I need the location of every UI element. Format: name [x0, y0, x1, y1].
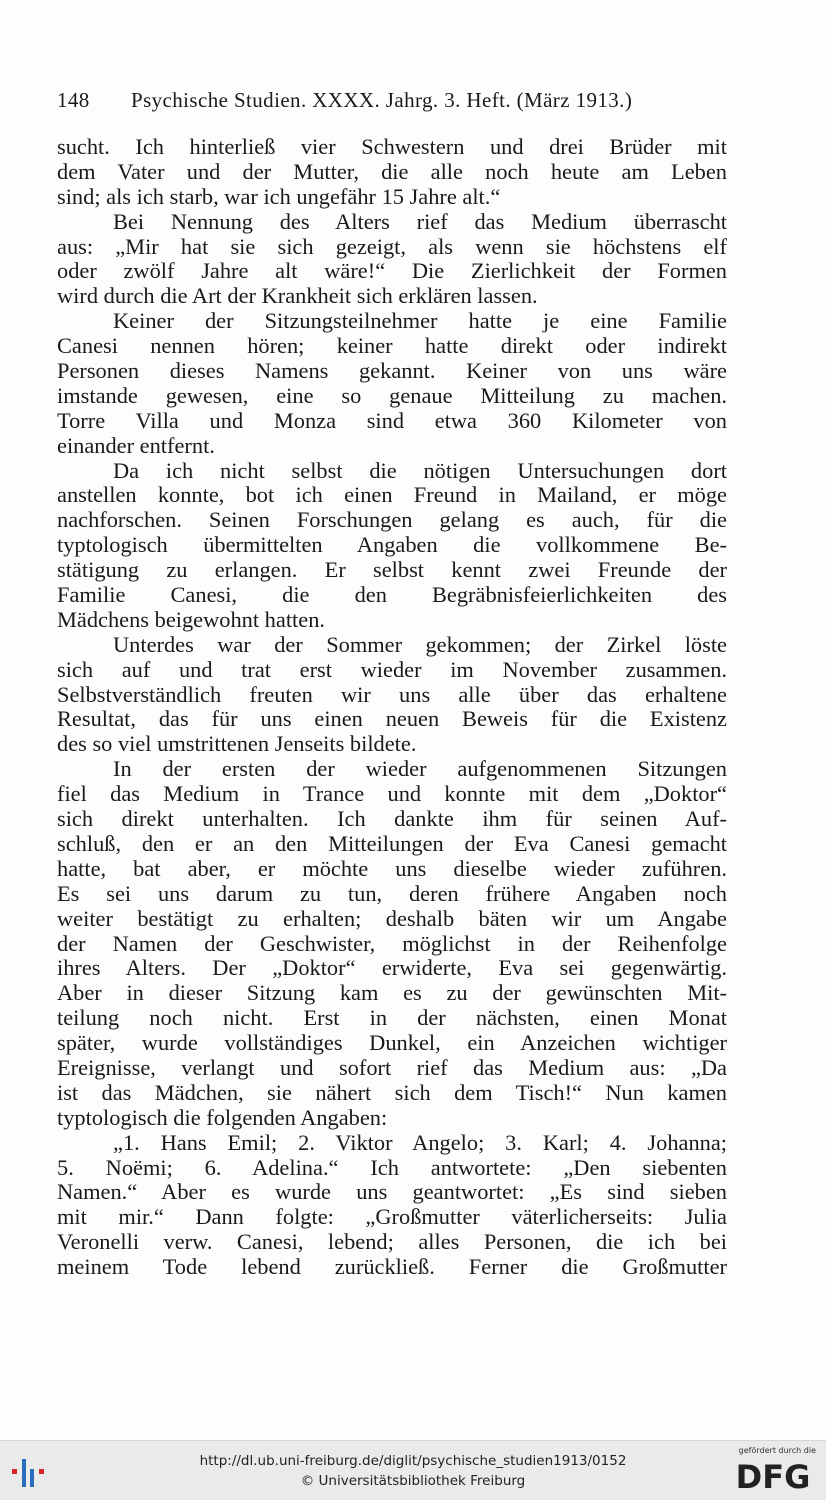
- text-line: Personen dieses Namens gekannt. Keiner von uns wäre: [57, 359, 727, 384]
- text-line: oder zwölf Jahre alt wäre!“ Die Zierlichkeit der Formen: [57, 259, 727, 284]
- text-line: teilung noch nicht. Erst in der nächsten, einen Monat: [57, 1006, 727, 1031]
- text-line: imstande gewesen, eine so genaue Mitteilung zu machen.: [57, 383, 727, 408]
- text-line: Da ich nicht selbst die nötigen Untersuchungen dort: [113, 458, 727, 483]
- text-line: stätigung zu erlangen. Er selbst kennt zwei Freunde der: [57, 558, 727, 583]
- text-line: Torre Villa und Monza sind etwa 360 Kilometer von: [57, 408, 727, 433]
- text-line: später, wurde vollständiges Dunkel, ein Anzeichen wichtiger: [57, 1031, 727, 1056]
- text-line: Bei Nennung des Alters rief das Medium überrascht: [113, 209, 727, 234]
- page-header: [57, 88, 727, 118]
- text-line: Keiner der Sitzungsteilnehmer hatte je eine Familie: [113, 309, 727, 334]
- text-line: Ereignisse, verlangt und sofort rief das Medium aus: „Da: [57, 1055, 727, 1080]
- text-line: Aber in dieser Sitzung kam es zu der gewünschten Mit-: [57, 981, 727, 1006]
- text-line: meinem Tode lebend zurückließ. Ferner die Großmutter: [57, 1255, 727, 1280]
- page-number: 148: [57, 88, 90, 112]
- text-line: Es sei uns darum zu tun, deren frühere Angaben noch: [57, 881, 727, 906]
- text-line: schluß, den er an den Mitteilungen der Eva Canesi gemacht: [57, 831, 727, 856]
- text-line: dem Vater und der Mutter, die alle noch heute am Leben: [57, 159, 727, 184]
- text-line: des so viel umstrittenen Jenseits bildete.: [57, 732, 417, 757]
- text-line: aus: „Mir hat sie sich gezeigt, als wenn sie höchstens elf: [57, 234, 727, 259]
- text-line: Canesi nennen hören; keiner hatte direkt oder indirekt: [57, 334, 727, 359]
- text-line: fiel das Medium in Trance und konnte mit dem „Doktor“: [57, 782, 727, 807]
- text-line: anstellen konnte, bot ich einen Freund in Mailand, er möge: [57, 483, 727, 508]
- dfg-logo-text: DFG: [735, 1458, 811, 1492]
- text-line: sich direkt unterhalten. Ich dankte ihm für seinen Auf-: [57, 807, 727, 832]
- text-line: typtologisch übermittelten Angaben die vollkommene Be-: [57, 533, 727, 558]
- copyright-notice: © Universitätsbibliothek Freiburg: [300, 1473, 526, 1489]
- text-line: wird durch die Art der Krankheit sich erklären lassen.: [57, 284, 538, 309]
- text-line: der Namen der Geschwister, möglichst in der Reihenfolge: [57, 931, 727, 956]
- text-line: einander entfernt.: [57, 433, 215, 458]
- text-line: hatte, bat aber, er möchte uns dieselbe wieder zuführen.: [57, 856, 727, 881]
- text-line: mit mir.“ Dann folgte: „Großmutter väterlicherseits: Julia: [57, 1205, 727, 1230]
- text-line: Unterdes war der Sommer gekommen; der Zirkel löste: [113, 632, 727, 657]
- dfg-logo-icon: [730, 1458, 816, 1492]
- text-line: ist das Mädchen, sie nähert sich dem Tisch!“ Nun kamen: [57, 1080, 727, 1105]
- text-line: Veronelli verw. Canesi, lebend; alles Personen, die ich bei: [57, 1230, 727, 1255]
- text-line: Familie Canesi, die den Begräbnisfeierlichkeiten des: [57, 583, 727, 608]
- text-line: Selbstverständlich freuten wir uns alle über das erhaltene: [57, 682, 727, 707]
- text-line: sucht. Ich hinterließ vier Schwestern und drei Brüder mit: [57, 135, 727, 159]
- text-line: 5. Noëmi; 6. Adelina.“ Ich antwortete: „Den siebenten: [57, 1155, 727, 1180]
- text-line: „1. Hans Emil; 2. Viktor Angelo; 3. Karl; 4. Johanna;: [113, 1130, 727, 1155]
- text-line: typtologisch die folgenden Angaben:: [57, 1105, 388, 1130]
- text-line: Resultat, das für uns einen neuen Beweis für die Existenz: [57, 707, 727, 732]
- text-line: Namen.“ Aber es wurde uns geantwortet: „Es sind sieben: [57, 1180, 727, 1205]
- source-url-link[interactable]: http://dl.ub.uni-freiburg.de/diglit/psychische_studien1913/0152: [199, 1453, 627, 1469]
- running-title: Psychische Studien. XXXX. Jahrg. 3. Heft. (März 1913.): [131, 88, 633, 112]
- text-line: sind; als ich starb, war ich ungefähr 15 Jahre alt.“: [57, 184, 501, 209]
- text-line: Mädchens beigewohnt hatten.: [57, 607, 325, 632]
- sponsor-label: gefördert durch die: [738, 1446, 816, 1455]
- text-line: weiter bestätigt zu erhalten; deshalb bäten wir um Angabe: [57, 906, 727, 931]
- text-line: ihres Alters. Der „Doktor“ erwiderte, Eva sei gegenwärtig.: [57, 956, 727, 981]
- viewer-footer: [0, 1440, 826, 1500]
- body-text: [57, 135, 727, 1280]
- text-line: In der ersten der wieder aufgenommenen Sitzungen: [113, 757, 727, 782]
- text-line: nachforschen. Seinen Forschungen gelang es auch, für die: [57, 508, 727, 533]
- text-line: sich auf und trat erst wieder im November zusammen.: [57, 657, 727, 682]
